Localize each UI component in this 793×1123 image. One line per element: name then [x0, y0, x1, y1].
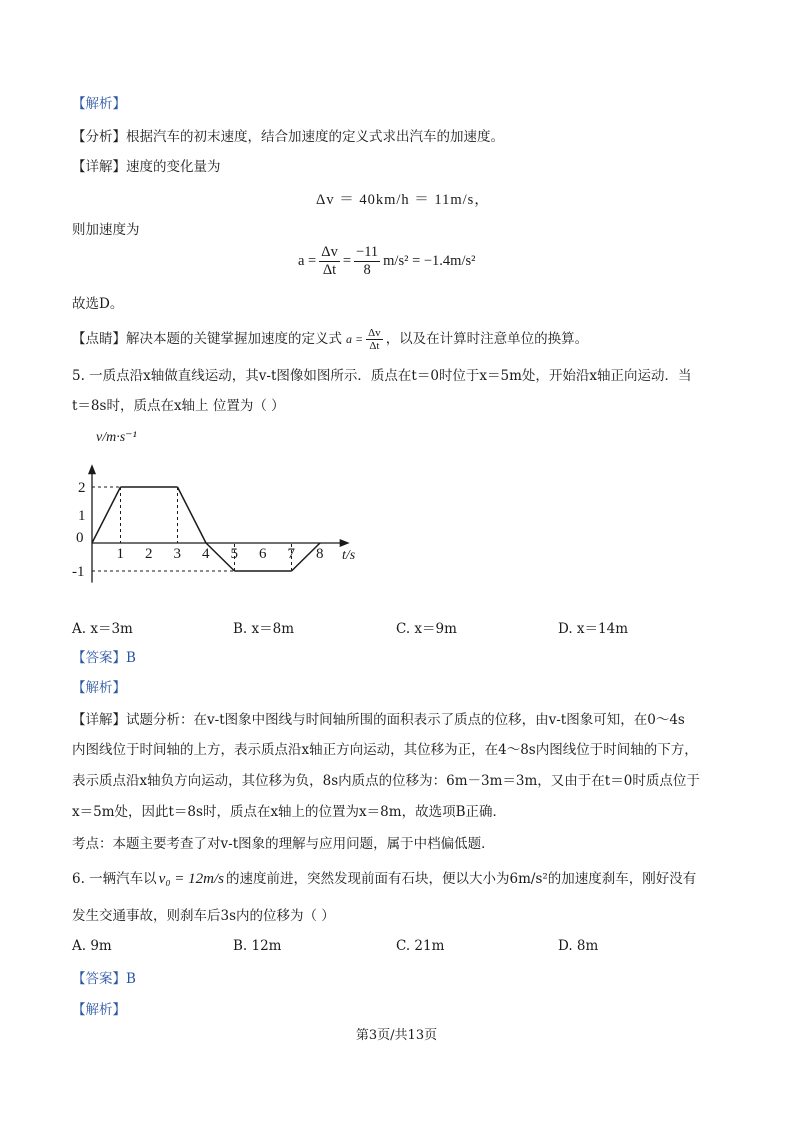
x-tick-label: 8 — [316, 546, 324, 562]
q5-option-a[interactable]: A. x＝3m — [72, 621, 133, 637]
key-point-prefix: 【点睛】解决本题的关键掌握加速度的定义式 — [72, 331, 342, 347]
y-axis-arrow — [88, 464, 96, 474]
key-point-a: a = — [346, 332, 364, 346]
fraction-numerator: −11 — [356, 244, 379, 260]
key-point-suffix: ，以及在计算时注意单位的换算。 — [385, 331, 589, 347]
question-5-line-1: 5. 一质点沿x轴做直线运动，其v-t图像如图所示．质点在t＝0时位于x＝5m处，开始沿x轴正向运动．当 — [72, 368, 692, 384]
series-segment — [92, 487, 121, 543]
q6-initial-velocity: v₀ = 12m/s — [158, 871, 225, 887]
q6-option-b[interactable]: B. 12m — [233, 938, 282, 954]
fraction-numerator: Δv — [368, 326, 381, 339]
y-tick-label: -1 — [72, 564, 85, 580]
x-tick-label: 4 — [202, 546, 210, 562]
eq-tail: m/s² = −1.4m/s² — [383, 253, 476, 269]
fraction-numerator: Δv — [321, 244, 338, 260]
jiexi-heading-3: 【解析】 — [72, 1002, 126, 1018]
question-5-line-2: t＝8s时，质点在x轴上 位置为（ ） — [72, 398, 285, 414]
q5-option-b[interactable]: B. x＝8m — [233, 621, 295, 637]
then-acceleration-line: 则加速度为 — [72, 222, 140, 238]
q6-option-d[interactable]: D. 8m — [558, 938, 599, 954]
y-tick-label: 2 — [78, 480, 86, 496]
x-tick-label: 7 — [287, 546, 295, 562]
fraction-values — [354, 244, 380, 279]
x-tick-label: 3 — [173, 546, 181, 562]
graph-axes — [88, 464, 350, 582]
q6-option-a[interactable]: A. 9m — [72, 938, 112, 954]
x-tick-label: 6 — [259, 546, 267, 562]
answer-6: 【答案】B — [72, 971, 136, 987]
choose-d-line: 故选D。 — [72, 296, 124, 312]
fraction-denominator: Δt — [322, 262, 337, 278]
answer-5: 【答案】B — [72, 650, 136, 666]
y-tick-label: 1 — [78, 508, 86, 524]
detail-5-line-3: 表示质点沿x轴负方向运动，其位移为负，8s内质点的位移为：6m－3m＝3m，又由于在t＝0时质点位于 — [72, 773, 700, 789]
q6-option-c[interactable]: C. 21m — [396, 938, 445, 954]
key-point-line — [72, 322, 588, 356]
analysis-line: 【分析】根据汽车的初末速度，结合加速度的定义式求出汽车的加速度。 — [72, 129, 504, 145]
eq-equals: = — [342, 253, 352, 269]
detail-5-line-1: 【详解】试题分析：在v-t图象中图线与时间轴所围的面积表示了质点的位移，由v-t图象可知，在0～4s — [72, 712, 685, 728]
q5-option-d[interactable]: D. x＝14m — [558, 621, 629, 637]
fraction-denominator: 8 — [363, 262, 371, 278]
vt-graph — [70, 425, 370, 600]
test-point-line: 考点：本题主要考查了对v-t图象的理解与应用问题，属于中档偏低题． — [72, 836, 495, 852]
detail-5-line-4: x＝5m处，因此t＝8s时，质点在x轴上的位置为x＝8m，故选项B正确． — [72, 804, 506, 820]
graph-tick-labels — [72, 480, 324, 580]
question-6-line-2: 发生交通事故，则刹车后3s内的位移为（ ） — [72, 908, 335, 924]
detail-5-line-2: 内图线位于时间轴的上方，表示质点沿x轴正方向运动，其位移为正，在4～8s内图线位于时间轴的下方， — [72, 742, 698, 758]
y-tick-label: 0 — [76, 530, 84, 546]
q5-option-c[interactable]: C. x＝9m — [396, 621, 457, 637]
equation-acceleration — [298, 244, 475, 279]
series-segment — [178, 487, 207, 543]
jiexi-heading-2: 【解析】 — [72, 680, 126, 696]
x-tick-label: 1 — [116, 546, 124, 562]
jiexi-heading-1: 【解析】 — [72, 96, 126, 112]
key-point-fraction — [366, 327, 383, 352]
eq-lhs: a = — [298, 253, 317, 269]
y-axis-label: v/m·s⁻¹ — [96, 430, 137, 445]
q6-prefix: 6. 一辆汽车以 — [72, 871, 157, 887]
q6-suffix: 的速度前进，突然发现前面有石块，便以大小为6m/s²的加速度刹车，刚好没有 — [226, 871, 697, 887]
detail-line-1: 【详解】速度的变化量为 — [72, 159, 221, 175]
x-axis-label: t/s — [342, 548, 356, 563]
equation-delta-v: Δv ＝ 40km/h ＝ 11m/s， — [316, 192, 490, 208]
x-tick-label: 5 — [230, 546, 238, 562]
fraction-dv-dt — [319, 244, 340, 279]
question-6-line-1 — [72, 869, 696, 889]
page-footer: 第3页/共13页 — [355, 1028, 438, 1043]
x-axis-arrow — [340, 539, 350, 547]
fraction-denominator: Δt — [369, 339, 380, 352]
x-tick-label: 2 — [145, 546, 153, 562]
